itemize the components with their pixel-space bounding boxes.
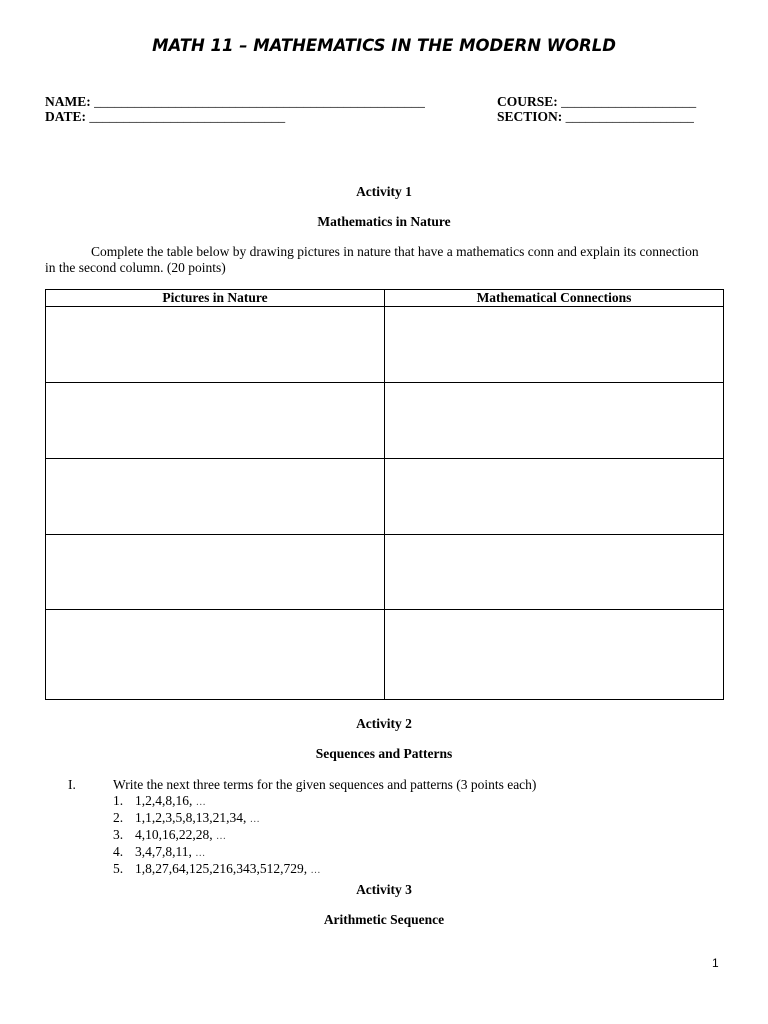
activity3-heading: Activity 3	[356, 882, 412, 897]
picture-cell[interactable]	[46, 383, 385, 459]
ellipsis: …	[249, 814, 261, 825]
section-label: SECTION:	[497, 109, 563, 124]
ellipsis: …	[216, 831, 227, 842]
table-row	[46, 459, 724, 535]
part-numeral: I.	[68, 777, 76, 792]
date-blank: _____________________________	[89, 109, 286, 124]
sequence-text: 4,10,16,22,28,	[135, 827, 216, 842]
column-header-pictures: Pictures in Nature	[46, 290, 385, 307]
list-item	[113, 810, 322, 827]
connection-cell[interactable]	[385, 383, 724, 459]
picture-cell[interactable]	[46, 307, 385, 383]
table-row	[46, 383, 724, 459]
activity1-instructions: Complete the table below by drawing pictures in nature that have a mathematics conn and explain its connection in the second column. (20 points)	[45, 244, 699, 275]
name-blank: _________________________________________________	[94, 94, 425, 109]
activity2-subheading: Sequences and Patterns	[315, 746, 453, 761]
column-header-connections: Mathematical Connections	[385, 290, 724, 307]
picture-cell[interactable]	[46, 459, 385, 535]
part-text: Write the next three terms for the given sequences and patterns (3 points each)	[113, 777, 537, 792]
section-blank: ___________________	[565, 109, 694, 124]
sequence-text: 1,1,2,3,5,8,13,21,34,	[135, 810, 250, 825]
table-row	[46, 307, 724, 383]
course-label: COURSE:	[497, 94, 558, 109]
picture-cell[interactable]	[46, 535, 385, 610]
ellipsis: …	[195, 848, 207, 859]
ellipsis: …	[310, 865, 322, 876]
table-header-row	[46, 290, 724, 307]
connection-cell[interactable]	[385, 535, 724, 610]
date-field	[45, 109, 285, 125]
list-item	[113, 861, 322, 878]
item-number: 3.	[113, 827, 124, 842]
table-row	[46, 610, 724, 700]
activity1-heading: Activity 1	[356, 184, 412, 199]
list-item	[113, 827, 322, 844]
list-item	[113, 844, 322, 861]
sequence-text: 1,8,27,64,125,216,343,512,729,	[135, 861, 311, 876]
nature-table	[45, 289, 724, 700]
item-number: 4.	[113, 844, 124, 859]
ellipsis: …	[195, 797, 207, 808]
table-row	[46, 535, 724, 610]
sequence-text: 3,4,7,8,11,	[135, 844, 196, 859]
connection-cell[interactable]	[385, 307, 724, 383]
item-number: 5.	[113, 861, 124, 876]
course-field	[497, 94, 696, 110]
connection-cell[interactable]	[385, 610, 724, 700]
sequence-text: 1,2,4,8,16,	[135, 793, 196, 808]
list-item	[113, 793, 322, 810]
sequence-list	[113, 793, 322, 878]
item-number: 1.	[113, 793, 124, 808]
activity1-subheading: Mathematics in Nature	[317, 214, 451, 229]
date-label: DATE:	[45, 109, 87, 124]
activity2-heading: Activity 2	[356, 716, 412, 731]
sequence-instructions	[68, 777, 536, 793]
course-blank: ____________________	[561, 94, 697, 109]
item-number: 2.	[113, 810, 124, 825]
page-number: 1	[712, 956, 719, 970]
document-title: MATH 11 – MATHEMATICS IN THE MODERN WORLD	[152, 36, 616, 55]
name-field	[45, 94, 425, 110]
section-field	[497, 109, 694, 125]
activity3-subheading: Arithmetic Sequence	[323, 912, 445, 927]
picture-cell[interactable]	[46, 610, 385, 700]
name-label: NAME:	[45, 94, 91, 109]
connection-cell[interactable]	[385, 459, 724, 535]
